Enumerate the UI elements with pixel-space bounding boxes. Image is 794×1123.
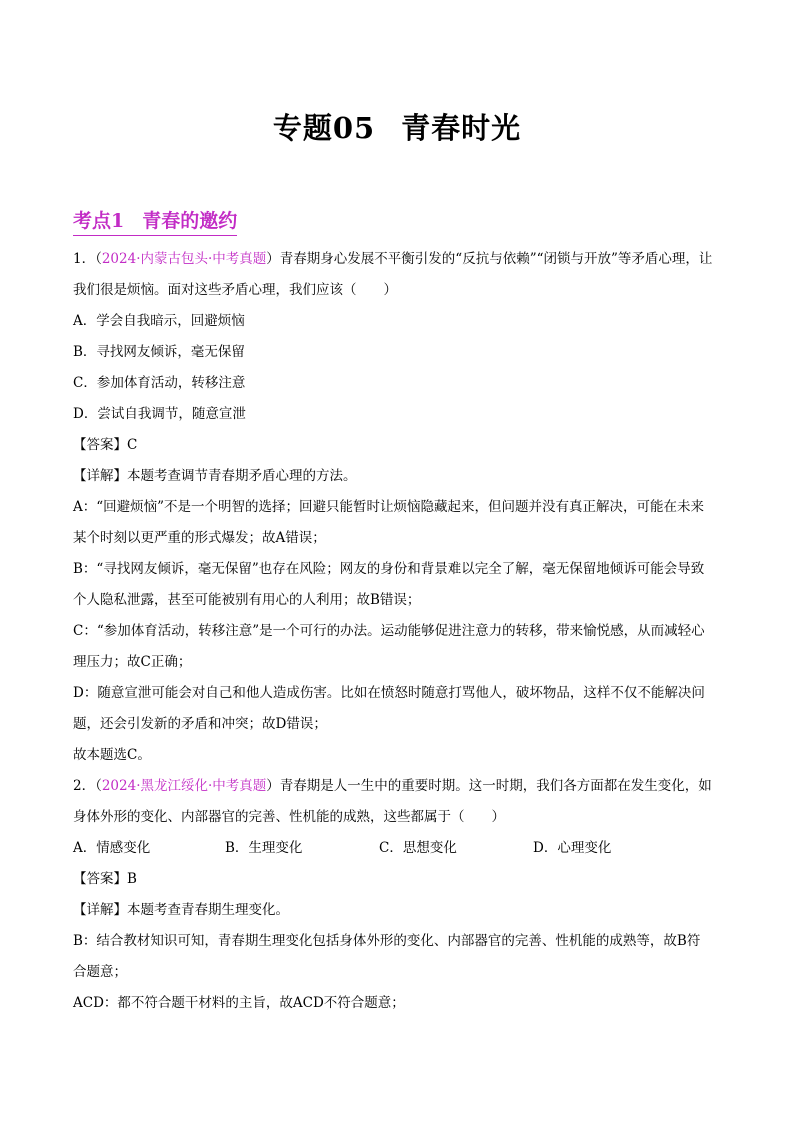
explanation-line: C：“参加体育活动，转移注意”是一个可行的办法。运动能够促进注意力的转移，带来愉悦感，从而减轻心 — [73, 623, 705, 639]
explanation-line: ACD：都不符合题干材料的主旨，故ACD不符合题意； — [73, 995, 405, 1011]
explanation-line: B：结合教材知识可知，青春期生理变化包括身体外形的变化、内部器官的完善、性机能的成熟等，故B符 — [73, 933, 701, 949]
page-title — [0, 108, 794, 148]
answer: 【答案】B — [73, 871, 137, 887]
option-a: A．学会自我暗示，回避烦恼 — [73, 313, 245, 329]
explanation-line: 理压力；故C正确； — [73, 654, 192, 670]
explanation-line: A：“回避烦恼”不是一个明智的选择；回避只能暂时让烦恼隐藏起来，但问题并没有真正解决，可能在未来 — [73, 499, 705, 515]
option-b: B．生理变化 — [225, 840, 303, 856]
title-prefix: 专题05 — [272, 111, 376, 145]
option-a: A．情感变化 — [73, 840, 151, 856]
question-source: 2024·内蒙古包头·中考真题 — [101, 251, 267, 267]
explanation-line: B：“寻找网友倾诉，毫无保留”也存在风险；网友的身份和背景难以完全了解，毫无保留地倾诉可能会导致 — [73, 561, 705, 577]
option-c: C．思想变化 — [379, 840, 457, 856]
explanation-line: 某个时刻以更严重的形式爆发；故A错误； — [73, 530, 326, 546]
options-row — [73, 833, 723, 864]
document-body — [73, 244, 723, 1019]
option-d: D．尝试自我调节，随意宣泄 — [73, 406, 246, 422]
section-name: 青春的邀约 — [142, 210, 238, 232]
title-main: 青春时光 — [401, 111, 522, 145]
detail-heading: 【详解】本题考查调节青春期矛盾心理的方法。 — [73, 468, 357, 484]
explanation-line: 个人隐私泄露，甚至可能被别有用心的人利用；故B错误； — [73, 592, 421, 608]
option-b: B．寻找网友倾诉，毫无保留 — [73, 344, 245, 360]
option-c: C．参加体育活动，转移注意 — [73, 375, 246, 391]
section-label: 考点1 — [73, 210, 125, 232]
option-d: D．心理变化 — [533, 840, 612, 856]
question-source: 2024·黑龙江绥化·中考真题 — [101, 778, 267, 794]
section-heading — [73, 207, 237, 236]
question-2-stem-cont: 身体外形的变化、内部器官的完善、性机能的成熟，这些都属于（ ） — [73, 809, 505, 825]
question-1-stem: 1．（2024·内蒙古包头·中考真题）青春期身心发展不平衡引发的“反抗与依赖”“闭锁与开放”等矛盾心理，让 — [73, 251, 713, 267]
explanation-line: 题，还会引发新的矛盾和冲突；故D错误； — [73, 716, 327, 732]
detail-heading: 【详解】本题考查青春期生理变化。 — [73, 902, 289, 918]
answer: 【答案】C — [73, 437, 138, 453]
question-2-stem: 2．（2024·黑龙江绥化·中考真题）青春期是人一生中的重要时期。这一时期，我们各方面都在发生变化，如 — [73, 778, 712, 794]
conclusion: 故本题选C。 — [73, 747, 151, 763]
question-1-stem-cont: 我们很是烦恼。面对这些矛盾心理，我们应该（ ） — [73, 282, 397, 298]
explanation-line: D：随意宣泄可能会对自己和他人造成伤害。比如在愤怒时随意打骂他人，破坏物品，这样不仅不能解决问 — [73, 685, 705, 701]
explanation-line: 合题意； — [73, 964, 127, 980]
